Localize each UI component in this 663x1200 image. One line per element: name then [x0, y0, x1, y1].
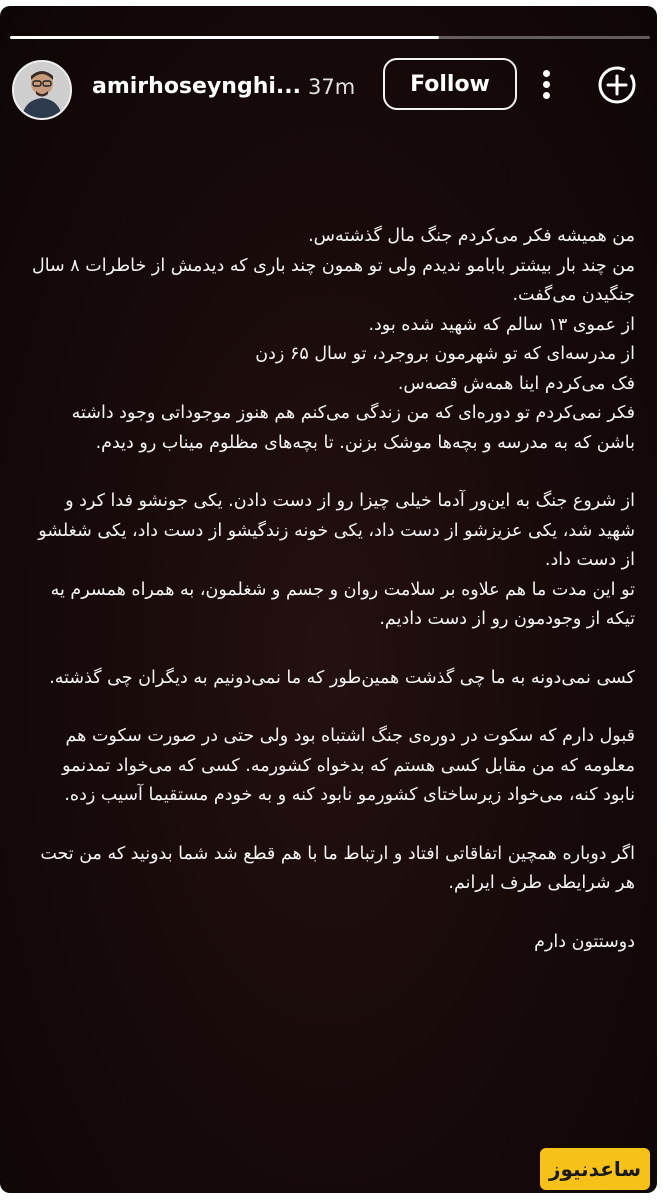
- follow-button[interactable]: Follow: [383, 58, 517, 110]
- avatar-image: [14, 62, 70, 118]
- paragraph-6: دوستتون دارم: [534, 931, 635, 952]
- watermark-logo: ساعدنیوز: [540, 1148, 650, 1190]
- story-frame: [0, 6, 657, 1193]
- story-time: 37m: [308, 75, 356, 99]
- story-text: [30, 222, 635, 986]
- avatar[interactable]: [12, 60, 72, 120]
- story-header: [12, 56, 652, 118]
- paragraph-4: قبول دارم که سکوت در دوره‌ی جنگ اشتباه بود ولی حتی در صورت سکوت هم معلومه که من مقابل کسی هستم که بدخواه کشورمه. کسی که می‌خواد تمدنمو نابود کنه، می‌خواد زیرساختای کشورمو نابود کنه و به خودم مستقیما آسیب زده.: [62, 726, 635, 805]
- more-vertical-icon[interactable]: [536, 66, 556, 106]
- paragraph-1: من همیشه فکر می‌کردم جنگ مال گذشته‌س. من چند بار بیشتر بابامو ندیدم ولی تو همون چند باری که دیدمش از خاطرات ۸ سال جنگیدن می‌گفت. از عموی ۱۳ سالم که شهید شده بود. از مدرسه‌ای که تو شهرمون بروجرد، تو سال ۶۵ زدن فک می‌کردم اینا همه‌ش قصه‌س. فکر نمی‌کردم تو دوره‌ای که من زندگی می‌کنم هم هنوز موجوداتی وجود داشته باشن که به مدرسه و بچه‌ها موشک بزنن. تا بچه‌های مظلوم میناب رو دیدم.: [31, 226, 635, 453]
- story-progress-bar: [10, 36, 650, 39]
- paragraph-2: از شروع جنگ به این‌ور آدما خیلی چیزا رو از دست دادن. یکی جونشو فدا کرد و شهید شد، یکی عزیزشو از دست داد، یکی خونه زندگیشو از دست داد، یکی شغلشو از دست داد. تو این مدت ما هم علاوه بر سلامت روان و جسم و شغلمون، به همراه همسرم یه تیکه از وجودمون رو از دست دادیم.: [38, 491, 635, 629]
- paragraph-3: کسی نمی‌دونه به ما چی گذشت همین‌طور که ما نمی‌دونیم به دیگران چی گذشته.: [49, 667, 635, 688]
- add-circle-icon[interactable]: [596, 64, 638, 106]
- username[interactable]: amirhoseynghi...: [92, 74, 301, 99]
- paragraph-5: اگر دوباره همچین اتفاقاتی افتاد و ارتباط ما با هم قطع شد شما بدونید که من تحت هر شرایطی طرف ایرانم.: [40, 843, 635, 893]
- story-progress-fill: [10, 36, 439, 39]
